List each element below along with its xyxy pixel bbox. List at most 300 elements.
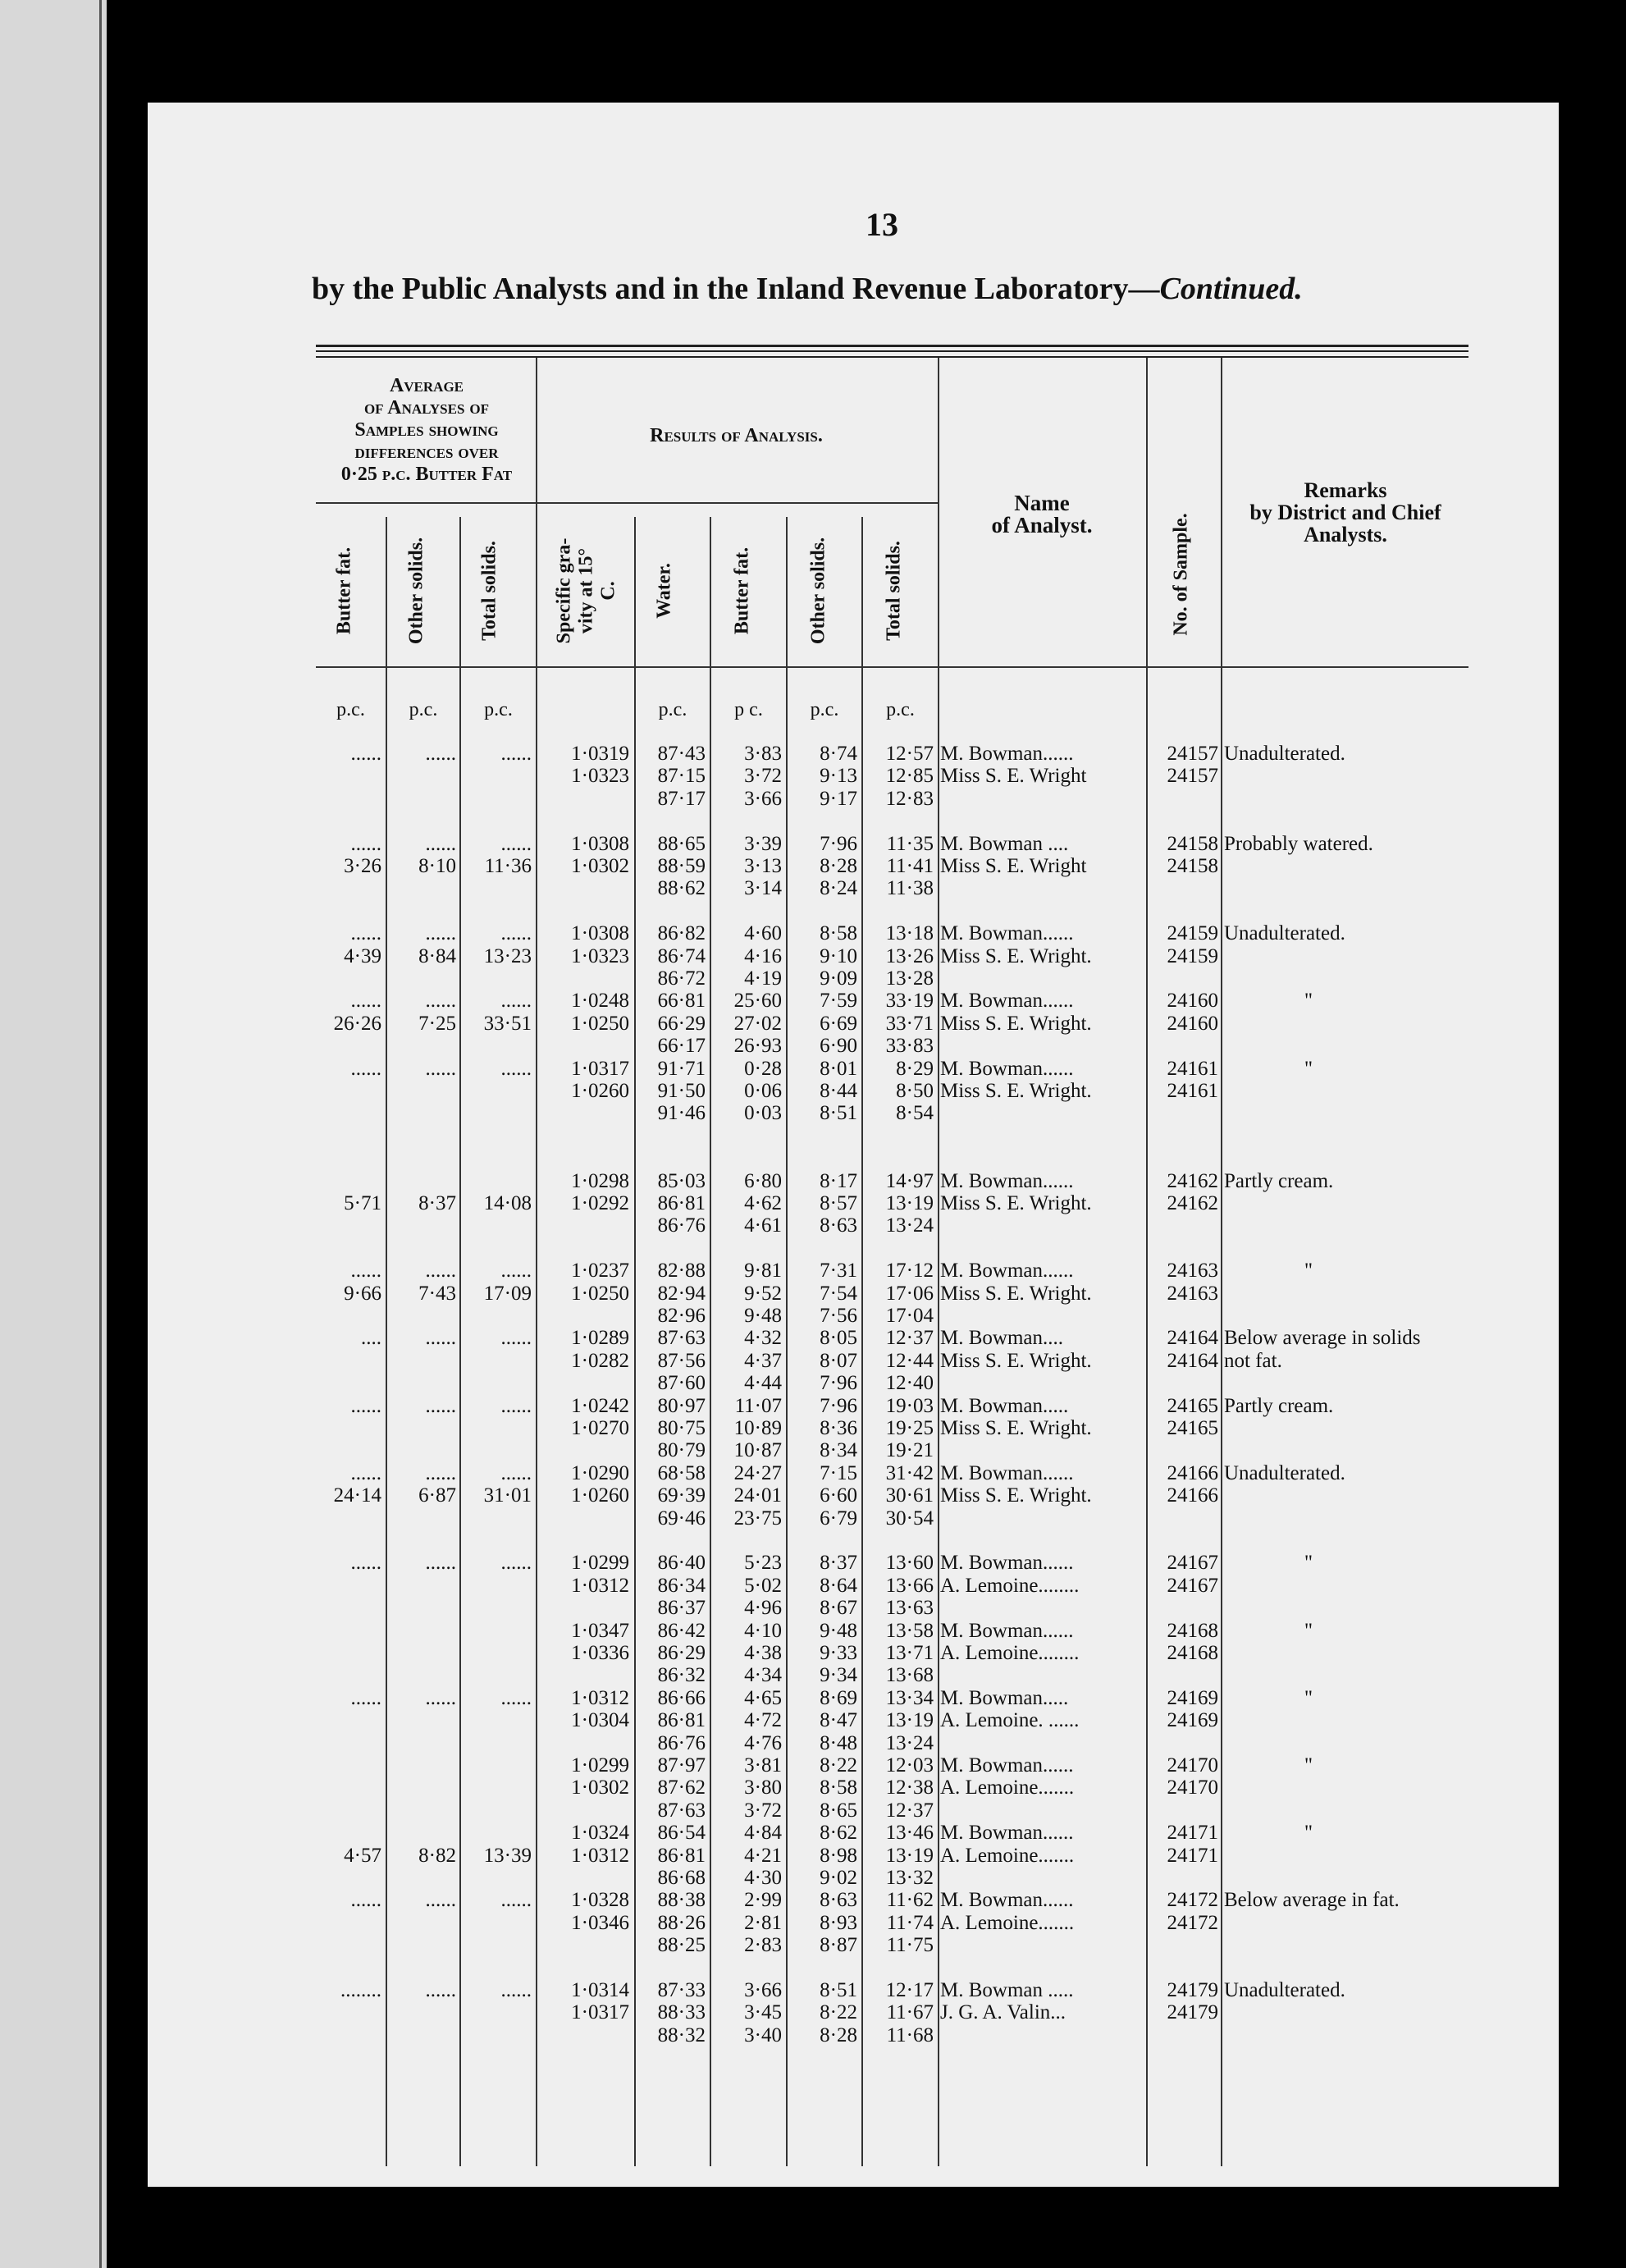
unit-label: p.c. bbox=[658, 699, 687, 720]
butter-fat-cell: 4·32 bbox=[744, 1327, 782, 1349]
total-solids-cell: 13·19 bbox=[885, 1709, 934, 1731]
specific-gravity-cell: 1·0304 bbox=[571, 1709, 629, 1731]
avg-butter-fat-cell: 3·26 bbox=[344, 855, 381, 877]
butter-fat-cell: 3·14 bbox=[744, 877, 782, 899]
specific-gravity-cell: 1·0289 bbox=[571, 1327, 629, 1349]
unit-label: p.c. bbox=[336, 699, 365, 720]
avg-butter-fat-cell: 4·57 bbox=[344, 1845, 381, 1867]
other-solids-cell: 7·59 bbox=[820, 990, 857, 1012]
sample-number-cell: 24179 bbox=[1167, 2001, 1218, 2023]
specific-gravity-cell: 1·0299 bbox=[571, 1754, 629, 1776]
water-cell: 87·97 bbox=[657, 1754, 706, 1776]
avg-other-solids-cell: 8·10 bbox=[418, 855, 456, 877]
specific-gravity-cell: 1·0298 bbox=[571, 1170, 629, 1192]
avg-total-solids-cell: 33·51 bbox=[483, 1013, 532, 1035]
specific-gravity-cell: 1·0323 bbox=[571, 765, 629, 787]
other-solids-cell: 8·47 bbox=[820, 1709, 857, 1731]
avg-butter-fat-cell: ...... bbox=[350, 922, 381, 944]
other-solids-cell: 8·63 bbox=[820, 1214, 857, 1237]
analyst-name-cell: M. Bowman ..... bbox=[940, 1979, 1074, 2001]
analyst-name-cell: A. Lemoine........ bbox=[940, 1642, 1080, 1664]
unit-label: p.c. bbox=[409, 699, 438, 720]
other-solids-cell: 9·33 bbox=[820, 1642, 857, 1664]
butter-fat-cell: 4·72 bbox=[744, 1709, 782, 1731]
water-cell: 66·81 bbox=[657, 990, 706, 1012]
butter-fat-cell: 4·21 bbox=[744, 1845, 782, 1867]
specific-gravity-line: C. bbox=[597, 581, 619, 601]
avg-butter-fat-cell: 4·39 bbox=[344, 945, 381, 967]
analyst-name-cell: M. Bowman...... bbox=[940, 1260, 1074, 1282]
sample-number-cell: 24167 bbox=[1167, 1552, 1218, 1574]
other-solids-cell: 8·37 bbox=[820, 1552, 857, 1574]
specific-gravity-cell: 1·0242 bbox=[571, 1395, 629, 1417]
water-cell: 82·88 bbox=[657, 1260, 706, 1282]
other-solids-cell: 8·07 bbox=[820, 1350, 857, 1372]
water-cell: 91·50 bbox=[657, 1080, 706, 1102]
butter-fat-cell: 3·40 bbox=[744, 2024, 782, 2046]
total-solids-cell: 11·38 bbox=[886, 877, 934, 899]
avg-total-solids-cell: ...... bbox=[500, 1552, 532, 1574]
avg-butter-fat-cell: ...... bbox=[350, 1889, 381, 1911]
average-group-header bbox=[316, 375, 537, 486]
avg-other-solids-cell: ...... bbox=[425, 922, 456, 944]
analyst-name-cell: Miss S. E. Wright bbox=[940, 855, 1087, 877]
water-cell: 87·63 bbox=[657, 1799, 706, 1822]
total-solids-cell: 13·28 bbox=[885, 967, 934, 990]
butter-fat-cell: 27·02 bbox=[733, 1013, 782, 1035]
avg-other-solids-cell: ...... bbox=[425, 1395, 456, 1417]
analyst-name-cell: M. Bowman...... bbox=[940, 990, 1074, 1012]
avg-total-solids-cell: ...... bbox=[500, 922, 532, 944]
water-header bbox=[640, 517, 689, 665]
other-solids-cell: 9·34 bbox=[820, 1664, 857, 1686]
facing-page-edge bbox=[0, 0, 107, 2268]
butter-fat-label: Butter fat. bbox=[731, 546, 753, 635]
analyst-name-cell: Miss S. E. Wright. bbox=[940, 1484, 1092, 1507]
water-cell: 85·03 bbox=[657, 1170, 706, 1192]
analyst-header-line: of Analyst. bbox=[991, 513, 1093, 537]
avg-total-solids-cell: ...... bbox=[500, 1889, 532, 1911]
water-cell: 86·76 bbox=[657, 1214, 706, 1237]
butter-fat-cell: 24·01 bbox=[733, 1484, 782, 1507]
water-cell: 87·63 bbox=[657, 1327, 706, 1349]
avg-other-solids-cell: ...... bbox=[425, 1327, 456, 1349]
total-solids-cell: 8·54 bbox=[896, 1102, 934, 1124]
sample-number-label: No. of Sample. bbox=[1170, 513, 1192, 636]
total-solids-cell: 17·06 bbox=[885, 1283, 934, 1305]
avg-total-solids-cell: ...... bbox=[500, 1260, 532, 1282]
analyst-name-cell: M. Bowman..... bbox=[940, 1687, 1069, 1709]
butter-fat-cell: 6·80 bbox=[744, 1170, 782, 1192]
analyst-name-cell: Miss S. E. Wright bbox=[940, 765, 1087, 787]
water-cell: 88·38 bbox=[657, 1889, 706, 1911]
total-solids-cell: 13·71 bbox=[885, 1642, 934, 1664]
other-solids-cell: 9·48 bbox=[820, 1620, 857, 1642]
sample-number-cell: 24160 bbox=[1167, 990, 1218, 1012]
butter-fat-cell: 4·10 bbox=[744, 1620, 782, 1642]
water-cell: 69·46 bbox=[657, 1507, 706, 1530]
total-solids-cell: 30·61 bbox=[885, 1484, 934, 1507]
results-group-header: Results of Analysis. bbox=[650, 425, 823, 446]
avg-total-solids-cell: ...... bbox=[500, 1395, 532, 1417]
avg-total-solids-cell: ...... bbox=[500, 833, 532, 855]
total-solids-cell: 11·67 bbox=[886, 2001, 934, 2023]
total-solids-cell: 11·74 bbox=[886, 1912, 934, 1934]
specific-gravity-cell: 1·0260 bbox=[571, 1484, 629, 1507]
avg-other-solids-cell: ...... bbox=[425, 833, 456, 855]
remarks-header-line: by District and Chief bbox=[1249, 501, 1441, 524]
butter-fat-cell: 9·48 bbox=[744, 1305, 782, 1327]
water-cell: 86·32 bbox=[657, 1664, 706, 1686]
sample-number-cell: 24157 bbox=[1167, 743, 1218, 765]
page-binding-line bbox=[99, 0, 102, 2268]
avg-butter-fat-cell: ...... bbox=[350, 1260, 381, 1282]
remarks-cell: Unadulterated. bbox=[1224, 1979, 1345, 2001]
remarks-cell: " bbox=[1304, 1620, 1313, 1642]
sample-number-cell: 24167 bbox=[1167, 1575, 1218, 1597]
butter-fat-cell: 0·06 bbox=[744, 1080, 782, 1102]
specific-gravity-cell: 1·0346 bbox=[571, 1912, 629, 1934]
butter-fat-cell: 4·76 bbox=[744, 1732, 782, 1754]
avg-other-solids-cell: ...... bbox=[425, 1889, 456, 1911]
water-cell: 80·75 bbox=[657, 1417, 706, 1439]
total-solids-cell: 8·29 bbox=[896, 1058, 934, 1080]
analyst-name-cell: A. Lemoine........ bbox=[940, 1575, 1080, 1597]
sample-number-header bbox=[1157, 492, 1206, 656]
butter-fat-cell: 3·66 bbox=[744, 1979, 782, 2001]
avg-butter-fat-cell: ........ bbox=[340, 1979, 381, 2001]
average-header-line: of Analyses of bbox=[363, 397, 490, 418]
butter-fat-cell: 4·16 bbox=[744, 945, 782, 967]
total-solids-cell: 13·19 bbox=[885, 1845, 934, 1867]
analyst-name-cell: M. Bowman...... bbox=[940, 1754, 1074, 1776]
remarks-cell: " bbox=[1304, 1754, 1313, 1776]
total-solids-cell: 13·26 bbox=[885, 945, 934, 967]
other-solids-cell: 8·58 bbox=[820, 1776, 857, 1799]
other-solids-cell: 8·62 bbox=[820, 1822, 857, 1844]
total-solids-cell: 19·21 bbox=[885, 1439, 934, 1461]
sample-number-cell: 24171 bbox=[1167, 1822, 1218, 1844]
total-solids-cell: 13·19 bbox=[885, 1192, 934, 1214]
avg-other-solids-cell: 8·82 bbox=[418, 1845, 456, 1867]
total-solids-cell: 33·19 bbox=[885, 990, 934, 1012]
specific-gravity-cell: 1·0282 bbox=[571, 1350, 629, 1372]
water-cell: 66·29 bbox=[657, 1013, 706, 1035]
butter-fat-cell: 2·81 bbox=[744, 1912, 782, 1934]
sample-number-cell: 24160 bbox=[1167, 1013, 1218, 1035]
analyst-name-cell: M. Bowman...... bbox=[940, 743, 1074, 765]
other-solids-cell: 8·22 bbox=[820, 1754, 857, 1776]
other-solids-label: Other solids. bbox=[807, 537, 829, 645]
water-cell: 86·76 bbox=[657, 1732, 706, 1754]
remarks-header-line: Remarks bbox=[1304, 478, 1387, 502]
analyst-name-cell: Miss S. E. Wright. bbox=[940, 1283, 1092, 1305]
avg-butter-fat-cell: ...... bbox=[350, 990, 381, 1012]
sample-number-cell: 24161 bbox=[1167, 1080, 1218, 1102]
other-solids-cell: 8·44 bbox=[820, 1080, 857, 1102]
total-solids-cell: 12·37 bbox=[885, 1799, 934, 1822]
butter-fat-cell: 5·02 bbox=[744, 1575, 782, 1597]
avg-other-solids-cell: 6·87 bbox=[418, 1484, 456, 1507]
total-solids-cell: 33·83 bbox=[885, 1035, 934, 1057]
other-solids-cell: 8·28 bbox=[820, 2024, 857, 2046]
water-cell: 87·33 bbox=[657, 1979, 706, 2001]
water-cell: 87·62 bbox=[657, 1776, 706, 1799]
butter-fat-cell: 3·81 bbox=[744, 1754, 782, 1776]
butter-fat-cell: 26·93 bbox=[733, 1035, 782, 1057]
total-solids-cell: 33·71 bbox=[885, 1013, 934, 1035]
butter-fat-cell: 2·99 bbox=[744, 1889, 782, 1911]
avg-butter-fat-cell: 24·14 bbox=[333, 1484, 381, 1507]
analyst-name-cell: M. Bowman...... bbox=[940, 1170, 1074, 1192]
average-header-line: 0·25 p.c. Butter Fat bbox=[340, 464, 513, 485]
sample-number-cell: 24168 bbox=[1167, 1620, 1218, 1642]
other-solids-cell: 8·01 bbox=[820, 1058, 857, 1080]
remarks-cell: " bbox=[1304, 990, 1313, 1012]
column-divider bbox=[1221, 358, 1222, 2166]
total-solids-cell: 11·35 bbox=[886, 833, 934, 855]
butter-fat-cell: 10·87 bbox=[733, 1439, 782, 1461]
avg-butter-fat-cell: ...... bbox=[350, 1058, 381, 1080]
water-cell: 80·97 bbox=[657, 1395, 706, 1417]
sample-number-cell: 24166 bbox=[1167, 1462, 1218, 1484]
unit-label: p c. bbox=[734, 699, 763, 720]
specific-gravity-line: vity at 15° bbox=[575, 547, 597, 634]
total-solids-cell: 11·68 bbox=[886, 2024, 934, 2046]
water-cell: 87·56 bbox=[657, 1350, 706, 1372]
avg-other-solids-cell: ...... bbox=[425, 1552, 456, 1574]
sample-number-cell: 24158 bbox=[1167, 855, 1218, 877]
other-solids-cell: 7·96 bbox=[820, 1372, 857, 1394]
water-cell: 88·25 bbox=[657, 1934, 706, 1956]
butter-fat-cell: 4·84 bbox=[744, 1822, 782, 1844]
butter-fat-cell: 3·13 bbox=[744, 855, 782, 877]
butter-fat-cell: 3·83 bbox=[744, 743, 782, 765]
avg-other-solids-label: Other solids. bbox=[405, 537, 427, 645]
water-cell: 86·54 bbox=[657, 1822, 706, 1844]
other-solids-cell: 8·28 bbox=[820, 855, 857, 877]
specific-gravity-cell: 1·0319 bbox=[571, 743, 629, 765]
water-cell: 87·60 bbox=[657, 1372, 706, 1394]
avg-butter-fat-cell: 26·26 bbox=[333, 1013, 381, 1035]
avg-total-solids-cell: ...... bbox=[500, 1687, 532, 1709]
header-rule-top bbox=[316, 345, 1468, 347]
sample-number-cell: 24172 bbox=[1167, 1912, 1218, 1934]
running-title-continued: Continued. bbox=[1159, 272, 1303, 306]
other-solids-cell: 6·90 bbox=[820, 1035, 857, 1057]
butter-fat-cell: 4·38 bbox=[744, 1642, 782, 1664]
other-solids-cell: 7·96 bbox=[820, 1395, 857, 1417]
remarks-cell: Partly cream. bbox=[1224, 1395, 1334, 1417]
analyst-name-cell: A. Lemoine....... bbox=[940, 1845, 1075, 1867]
sample-number-cell: 24157 bbox=[1167, 765, 1218, 787]
avg-total-solids-cell: ...... bbox=[500, 1058, 532, 1080]
other-solids-cell: 8·63 bbox=[820, 1889, 857, 1911]
other-solids-cell: 7·56 bbox=[820, 1305, 857, 1327]
analyst-name-header bbox=[939, 492, 1144, 537]
other-solids-cell: 8·24 bbox=[820, 877, 857, 899]
butter-fat-cell: 4·34 bbox=[744, 1664, 782, 1686]
sample-number-cell: 24162 bbox=[1167, 1170, 1218, 1192]
butter-fat-cell: 4·60 bbox=[744, 922, 782, 944]
butter-fat-cell: 3·66 bbox=[744, 788, 782, 810]
specific-gravity-line: Specific gra- bbox=[553, 537, 575, 644]
avg-total-solids-cell: 31·01 bbox=[483, 1484, 532, 1507]
sample-number-cell: 24161 bbox=[1167, 1058, 1218, 1080]
water-cell: 88·32 bbox=[657, 2024, 706, 2046]
specific-gravity-cell: 1·0250 bbox=[571, 1013, 629, 1035]
analyst-name-cell: Miss S. E. Wright. bbox=[940, 1192, 1092, 1214]
specific-gravity-cell: 1·0312 bbox=[571, 1687, 629, 1709]
avg-total-solids-cell: 13·39 bbox=[483, 1845, 532, 1867]
analyst-name-cell: M. Bowman...... bbox=[940, 1462, 1074, 1484]
total-solids-cell: 12·40 bbox=[885, 1372, 934, 1394]
butter-fat-cell: 3·72 bbox=[744, 1799, 782, 1822]
avg-other-solids-cell: 8·84 bbox=[418, 945, 456, 967]
butter-fat-cell: 9·52 bbox=[744, 1283, 782, 1305]
water-cell: 87·17 bbox=[657, 788, 706, 810]
other-solids-cell: 8·93 bbox=[820, 1912, 857, 1934]
total-solids-cell: 11·75 bbox=[886, 1934, 934, 1956]
avg-butter-fat-cell: 9·66 bbox=[344, 1283, 381, 1305]
water-label: Water. bbox=[653, 563, 675, 619]
total-solids-cell: 13·24 bbox=[885, 1214, 934, 1237]
butter-fat-cell: 4·96 bbox=[744, 1597, 782, 1619]
other-solids-cell: 8·69 bbox=[820, 1687, 857, 1709]
avg-other-solids-cell: ...... bbox=[425, 1462, 456, 1484]
water-cell: 86·81 bbox=[657, 1845, 706, 1867]
total-solids-cell: 12·17 bbox=[885, 1979, 934, 2001]
sample-number-cell: 24166 bbox=[1167, 1484, 1218, 1507]
remarks-cell: Partly cream. bbox=[1224, 1170, 1334, 1192]
butter-fat-cell: 3·45 bbox=[744, 2001, 782, 2023]
total-solids-cell: 14·97 bbox=[885, 1170, 934, 1192]
specific-gravity-cell: 1·0312 bbox=[571, 1575, 629, 1597]
water-cell: 86·81 bbox=[657, 1192, 706, 1214]
other-solids-cell: 8·34 bbox=[820, 1439, 857, 1461]
analyst-name-cell: M. Bowman...... bbox=[940, 1552, 1074, 1574]
other-solids-cell: 8·22 bbox=[820, 2001, 857, 2023]
unit-label: p.c. bbox=[484, 699, 513, 720]
other-solids-cell: 6·60 bbox=[820, 1484, 857, 1507]
avg-butter-fat-cell: ...... bbox=[350, 1395, 381, 1417]
total-solids-cell: 13·60 bbox=[885, 1552, 934, 1574]
avg-other-solids-cell: 7·43 bbox=[418, 1283, 456, 1305]
analyst-name-cell: M. Bowman...... bbox=[940, 1620, 1074, 1642]
sample-number-cell: 24170 bbox=[1167, 1754, 1218, 1776]
specific-gravity-label bbox=[554, 538, 620, 644]
other-solids-cell: 8·57 bbox=[820, 1192, 857, 1214]
water-cell: 91·71 bbox=[657, 1058, 706, 1080]
water-cell: 87·15 bbox=[657, 765, 706, 787]
total-solids-cell: 8·50 bbox=[896, 1080, 934, 1102]
other-solids-cell: 8·05 bbox=[820, 1327, 857, 1349]
specific-gravity-cell: 1·0250 bbox=[571, 1283, 629, 1305]
other-solids-cell: 8·36 bbox=[820, 1417, 857, 1439]
water-cell: 91·46 bbox=[657, 1102, 706, 1124]
avg-total-solids-cell: ...... bbox=[500, 1327, 532, 1349]
avg-total-solids-cell: ...... bbox=[500, 1462, 532, 1484]
page-number: 13 bbox=[866, 206, 898, 243]
analyst-header-line: Name bbox=[1014, 491, 1070, 515]
butter-fat-cell: 4·37 bbox=[744, 1350, 782, 1372]
water-cell: 86·72 bbox=[657, 967, 706, 990]
analyst-name-cell: A. Lemoine....... bbox=[940, 1776, 1075, 1799]
water-cell: 82·94 bbox=[657, 1283, 706, 1305]
other-solids-cell: 9·17 bbox=[820, 788, 857, 810]
sample-number-cell: 24172 bbox=[1167, 1889, 1218, 1911]
sample-number-cell: 24169 bbox=[1167, 1709, 1218, 1731]
average-header-line: Average bbox=[389, 375, 464, 396]
butter-fat-header bbox=[718, 517, 767, 665]
specific-gravity-cell: 1·0308 bbox=[571, 833, 629, 855]
butter-fat-cell: 24·27 bbox=[733, 1462, 782, 1484]
sample-number-cell: 24168 bbox=[1167, 1642, 1218, 1664]
water-cell: 88·59 bbox=[657, 855, 706, 877]
water-cell: 69·39 bbox=[657, 1484, 706, 1507]
analyst-name-cell: M. Bowman...... bbox=[940, 922, 1074, 944]
other-solids-cell: 7·31 bbox=[820, 1260, 857, 1282]
remarks-header bbox=[1222, 479, 1468, 546]
other-solids-cell: 8·87 bbox=[820, 1934, 857, 1956]
other-solids-cell: 9·09 bbox=[820, 967, 857, 990]
avg-total-solids-cell: ...... bbox=[500, 1979, 532, 2001]
sample-number-cell: 24163 bbox=[1167, 1260, 1218, 1282]
water-cell: 68·58 bbox=[657, 1462, 706, 1484]
avg-butter-fat-cell: .... bbox=[361, 1327, 381, 1349]
avg-total-solids-label: Total solids. bbox=[478, 541, 500, 641]
butter-fat-cell: 4·61 bbox=[744, 1214, 782, 1237]
butter-fat-cell: 0·28 bbox=[744, 1058, 782, 1080]
other-solids-cell: 8·64 bbox=[820, 1575, 857, 1597]
other-solids-cell: 9·13 bbox=[820, 765, 857, 787]
sample-number-cell: 24162 bbox=[1167, 1192, 1218, 1214]
avg-butter-fat-header bbox=[320, 517, 369, 665]
analyst-name-cell: M. Bowman...... bbox=[940, 1889, 1074, 1911]
total-solids-cell: 13·63 bbox=[885, 1597, 934, 1619]
butter-fat-cell: 3·80 bbox=[744, 1776, 782, 1799]
specific-gravity-cell: 1·0292 bbox=[571, 1192, 629, 1214]
specific-gravity-cell: 1·0302 bbox=[571, 855, 629, 877]
avg-total-solids-header bbox=[465, 517, 514, 665]
butter-fat-cell: 25·60 bbox=[733, 990, 782, 1012]
specific-gravity-cell: 1·0317 bbox=[571, 2001, 629, 2023]
water-cell: 86·68 bbox=[657, 1867, 706, 1889]
analyst-name-cell: Miss S. E. Wright. bbox=[940, 1417, 1092, 1439]
water-cell: 66·17 bbox=[657, 1035, 706, 1057]
other-solids-cell: 9·02 bbox=[820, 1867, 857, 1889]
water-cell: 86·81 bbox=[657, 1709, 706, 1731]
remarks-cell: " bbox=[1304, 1552, 1313, 1574]
other-solids-cell: 7·96 bbox=[820, 833, 857, 855]
analyst-name-cell: M. Bowman...... bbox=[940, 1822, 1074, 1844]
sample-number-cell: 24159 bbox=[1167, 922, 1218, 944]
remarks-cell: Unadulterated. bbox=[1224, 922, 1345, 944]
specific-gravity-cell: 1·0237 bbox=[571, 1260, 629, 1282]
remarks-cell: Probably watered. bbox=[1224, 833, 1373, 855]
specific-gravity-cell: 1·0260 bbox=[571, 1080, 629, 1102]
other-solids-cell: 6·79 bbox=[820, 1507, 857, 1530]
total-solids-cell: 12·03 bbox=[885, 1754, 934, 1776]
analyst-name-cell: M. Bowman..... bbox=[940, 1395, 1069, 1417]
analyst-name-cell: Miss S. E. Wright. bbox=[940, 1013, 1092, 1035]
total-solids-cell: 19·03 bbox=[885, 1395, 934, 1417]
specific-gravity-cell: 1·0302 bbox=[571, 1776, 629, 1799]
other-solids-cell: 8·74 bbox=[820, 743, 857, 765]
header-rule-third bbox=[316, 356, 1468, 358]
avg-other-solids-cell: ...... bbox=[425, 1260, 456, 1282]
avg-total-solids-cell: 17·09 bbox=[483, 1283, 532, 1305]
